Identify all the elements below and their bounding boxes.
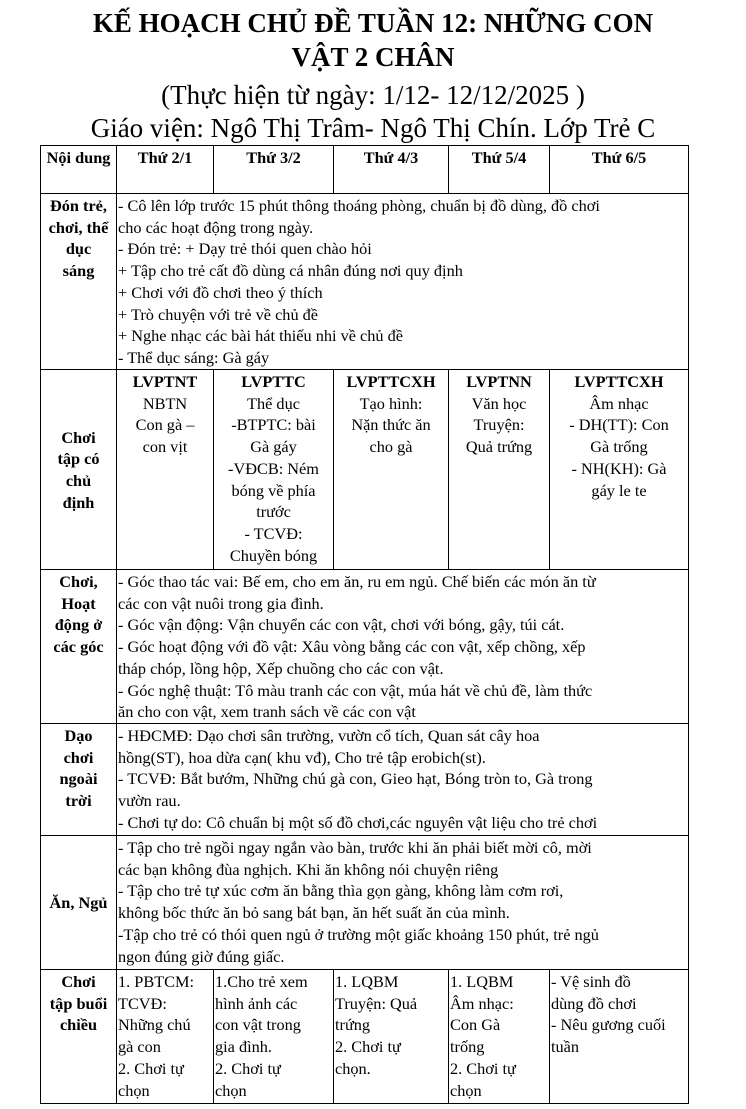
- activity-domain: LVPTTCXH: [574, 372, 664, 391]
- text-line: 1.Cho trẻ xem: [215, 972, 308, 991]
- row-label-choi-tap: [41, 370, 117, 570]
- row-label-line: động ở: [54, 615, 103, 635]
- header-cell-tue: Thứ 3/2: [214, 146, 334, 194]
- text-line: - DH(TT): Con: [569, 415, 669, 435]
- text-line: - Nêu gương cuối: [551, 1015, 666, 1035]
- text-line: ăn cho con vật, xem tranh sách về các con vật: [118, 702, 416, 722]
- cell-choi-tap-mon: [117, 370, 214, 570]
- row-label-line: trời: [65, 791, 92, 811]
- row-content-choi-hoat-dong: [117, 570, 689, 724]
- text-line: ngon đúng giờ đúng giấc.: [118, 946, 285, 966]
- row-label-line: Chơi,: [59, 572, 98, 591]
- row-label-an-ngu: [41, 836, 117, 970]
- text-line: chọn.: [335, 1058, 371, 1078]
- text-line: chọn: [118, 1080, 150, 1100]
- text-line: hình ảnh các: [215, 993, 298, 1013]
- row-label-line: ngoài: [59, 769, 98, 789]
- text-line: - Tập cho trẻ tự xúc cơm ăn bằng thìa gọn gàng, không làm cơm rơi,: [118, 881, 564, 901]
- text-line: dùng đồ chơi: [551, 993, 637, 1013]
- text-line: 2. Chơi tự: [335, 1037, 401, 1057]
- text-line: Truyện: Quả: [335, 993, 418, 1013]
- text-line: + Tập cho trẻ cất đồ dùng cá nhân đúng nơi quy định: [118, 261, 463, 281]
- row-label-line: chơi, thể: [48, 217, 109, 237]
- row-label-line: dục: [65, 239, 92, 259]
- cell-choi-tap-fri: [550, 370, 689, 570]
- text-line: Gà gáy: [250, 437, 297, 457]
- text-line: - Chơi tự do: Cô chuẩn bị một số đồ chơi,các nguyên vật liệu cho trẻ chơi: [118, 812, 598, 832]
- row-label-line: tập buổi: [49, 993, 108, 1013]
- text-line: Quả trứng: [465, 437, 533, 457]
- row-content-dao-choi: [117, 724, 689, 836]
- text-line: các bạn không đùa nghịch. Khi ăn không nói chuyện riêng: [118, 859, 499, 879]
- text-line: - Thể dục sáng: Gà gáy: [118, 347, 270, 367]
- text-line: Văn học: [471, 393, 527, 413]
- document-title-line-2: VẬT 2 CHÂN: [291, 42, 455, 72]
- row-label-line: Đón trẻ,: [50, 196, 107, 215]
- text-line: con vịt: [142, 437, 188, 457]
- row-choi-chieu: [41, 970, 689, 1104]
- cell-choi-tap-tue: [214, 370, 334, 570]
- text-line: Truyện:: [473, 415, 525, 435]
- text-line: Những chú: [118, 1015, 191, 1035]
- text-line: - Góc thao tác vai: Bế em, cho em ăn, ru em ngủ. Chế biến các món ăn từ: [118, 572, 596, 591]
- text-line: TCVĐ:: [118, 993, 167, 1013]
- row-label-choi-hoat-dong: [41, 570, 117, 724]
- text-line: + Nghe nhạc các bài hát thiếu nhi về chủ đề: [118, 326, 403, 346]
- teacher-line: Giáo viện: Ngô Thị Trâm- Ngô Thị Chín. Lớp Trẻ C: [90, 113, 656, 143]
- text-line: chọn: [450, 1080, 482, 1100]
- text-line: -VĐCB: Ném: [228, 458, 319, 478]
- row-content-don-tre: [117, 194, 689, 370]
- text-line: - NH(KH): Gà: [571, 458, 667, 478]
- row-label-line: tập có: [57, 449, 100, 469]
- text-line: - TCVĐ: Bắt bướm, Những chú gà con, Gieo hạt, Bóng tròn to, Gà trong: [118, 769, 593, 789]
- activity-domain: LVPTNN: [466, 372, 532, 391]
- text-line: trứng: [335, 1015, 371, 1035]
- text-line: - HĐCMĐ: Dạo chơi sân trường, vườn cổ tích, Quan sát cây hoa: [118, 726, 540, 745]
- cell-choi-tap-thu: [449, 370, 550, 570]
- cell-choi-chieu-thu: [449, 970, 550, 1104]
- header-cell-wed: Thứ 4/3: [334, 146, 449, 194]
- text-line: Chuyền bóng: [229, 545, 318, 565]
- row-label-line: Hoạt: [61, 593, 96, 613]
- text-line: Nặn thức ăn: [351, 415, 431, 435]
- text-line: - Vệ sinh đồ: [551, 972, 631, 991]
- document-title-line-1: KẾ HOẠCH CHỦ ĐỀ TUẦN 12: NHỮNG CON: [92, 8, 654, 38]
- row-label-dao-choi: [41, 724, 117, 836]
- header-cell-thu: Thứ 5/4: [449, 146, 550, 194]
- row-don-tre: [41, 194, 689, 370]
- row-content-an-ngu: [117, 836, 689, 970]
- row-label-choi-chieu: [41, 970, 117, 1104]
- text-line: 2. Chơi tự: [450, 1058, 516, 1078]
- text-line: + Trò chuyện với trẻ về chủ đề: [118, 304, 319, 324]
- text-line: gia đình.: [215, 1037, 272, 1057]
- text-line: 1. PBTCM:: [118, 972, 195, 991]
- header-row: [41, 146, 689, 194]
- text-line: vườn rau.: [118, 791, 181, 811]
- text-line: cho các hoạt động trong ngày.: [118, 217, 314, 237]
- row-label-line: định: [62, 492, 95, 512]
- text-line: 1. LQBM: [450, 972, 514, 991]
- text-line: gáy le te: [591, 480, 647, 500]
- text-line: 1. LQBM: [335, 972, 399, 991]
- row-label-line: chơi: [63, 747, 94, 767]
- text-line: Âm nhạc: [589, 393, 649, 413]
- text-line: 2. Chơi tự: [215, 1058, 281, 1078]
- row-an-ngu: [41, 836, 689, 970]
- text-line: - Góc vận động: Vận chuyển các con vật, chơi với bóng, gậy, túi cát.: [118, 615, 565, 635]
- activity-domain: LVPTNT: [132, 372, 198, 391]
- header-cell-fri: Thứ 6/5: [550, 146, 689, 194]
- row-label-line: chiều: [59, 1015, 98, 1035]
- cell-choi-chieu-mon: [117, 970, 214, 1104]
- row-choi-tap: [41, 370, 689, 570]
- cell-choi-chieu-tue: [214, 970, 334, 1104]
- header-cell-mon: Thứ 2/1: [117, 146, 214, 194]
- cell-choi-chieu-wed: [334, 970, 449, 1104]
- text-line: Âm nhạc:: [450, 993, 514, 1013]
- text-line: Gà trống: [590, 437, 648, 457]
- row-label-line: sáng: [62, 261, 95, 281]
- text-line: Con gà –: [135, 415, 195, 435]
- activity-domain: LVPTTC: [241, 372, 306, 391]
- text-line: - Góc hoạt động với đồ vật: Xâu vòng bằng các con vật, xếp chồng, xếp: [118, 637, 586, 657]
- text-line: không bốc thức ăn bỏ sang bát bạn, ăn hết suất ăn của mình.: [118, 903, 510, 923]
- text-line: bóng về phía: [231, 480, 316, 500]
- text-line: - Tập cho trẻ ngồi ngay ngắn vào bàn, trước khi ăn phải biết mời cô, mời: [118, 838, 592, 857]
- text-line: trống: [450, 1037, 485, 1057]
- header-cell-content: Nội dung: [41, 146, 117, 194]
- weekly-plan-table: [40, 145, 689, 1104]
- text-line: Tạo hình:: [359, 393, 423, 413]
- text-line: + Chơi với đồ chơi theo ý thích: [118, 282, 323, 302]
- cell-choi-tap-wed: [334, 370, 449, 570]
- text-line: hồng(ST), hoa dừa cạn( khu vđ), Cho trẻ tập erobich(st).: [118, 747, 486, 767]
- row-label-don-tre: [41, 194, 117, 370]
- row-label-line: các góc: [53, 637, 104, 657]
- text-line: - Đón trẻ: + Dạy trẻ thói quen chào hỏi: [118, 239, 372, 259]
- text-line: Thể dục: [247, 393, 300, 413]
- row-label-line: Dạo: [64, 726, 93, 745]
- text-line: 2. Chơi tự: [118, 1058, 184, 1078]
- text-line: con vật trong: [215, 1015, 301, 1035]
- text-line: - Cô lên lớp trước 15 phút thông thoáng phòng, chuẩn bị đồ dùng, đồ chơi: [118, 196, 600, 215]
- row-dao-choi: [41, 724, 689, 836]
- text-line: -Tập cho trẻ có thói quen ngủ ở trường một giấc khoảng 150 phút, trẻ ngủ: [118, 924, 599, 944]
- text-line: tháp chóp, lồng hộp, Xếp chuồng cho các con vật.: [118, 658, 444, 678]
- row-label-line: Chơi: [61, 427, 96, 447]
- text-line: các con vật nuôi trong gia đình.: [118, 593, 324, 613]
- row-label-line: Ăn, Ngủ: [49, 893, 108, 913]
- row-label-line: Chơi: [61, 972, 96, 991]
- text-line: NBTN: [142, 393, 188, 413]
- text-line: chọn: [215, 1080, 247, 1100]
- row-label-line: chủ: [65, 471, 92, 490]
- text-line: trước: [256, 502, 291, 522]
- text-line: - Góc nghệ thuật: Tô màu tranh các con vật, múa hát về chủ đề, làm thức: [118, 680, 593, 700]
- row-choi-hoat-dong: [41, 570, 689, 724]
- text-line: cho gà: [369, 437, 413, 457]
- text-line: gà con: [118, 1037, 161, 1057]
- text-line: - TCVĐ:: [244, 523, 303, 543]
- text-line: Con Gà: [450, 1015, 501, 1035]
- date-range: (Thực hiện từ ngày: 1/12- 12/12/2025 ): [161, 80, 585, 110]
- text-line: tuần: [551, 1037, 580, 1057]
- text-line: -BTPTC: bài: [231, 415, 316, 435]
- activity-domain: LVPTTCXH: [346, 372, 436, 391]
- cell-choi-chieu-fri: [550, 970, 689, 1104]
